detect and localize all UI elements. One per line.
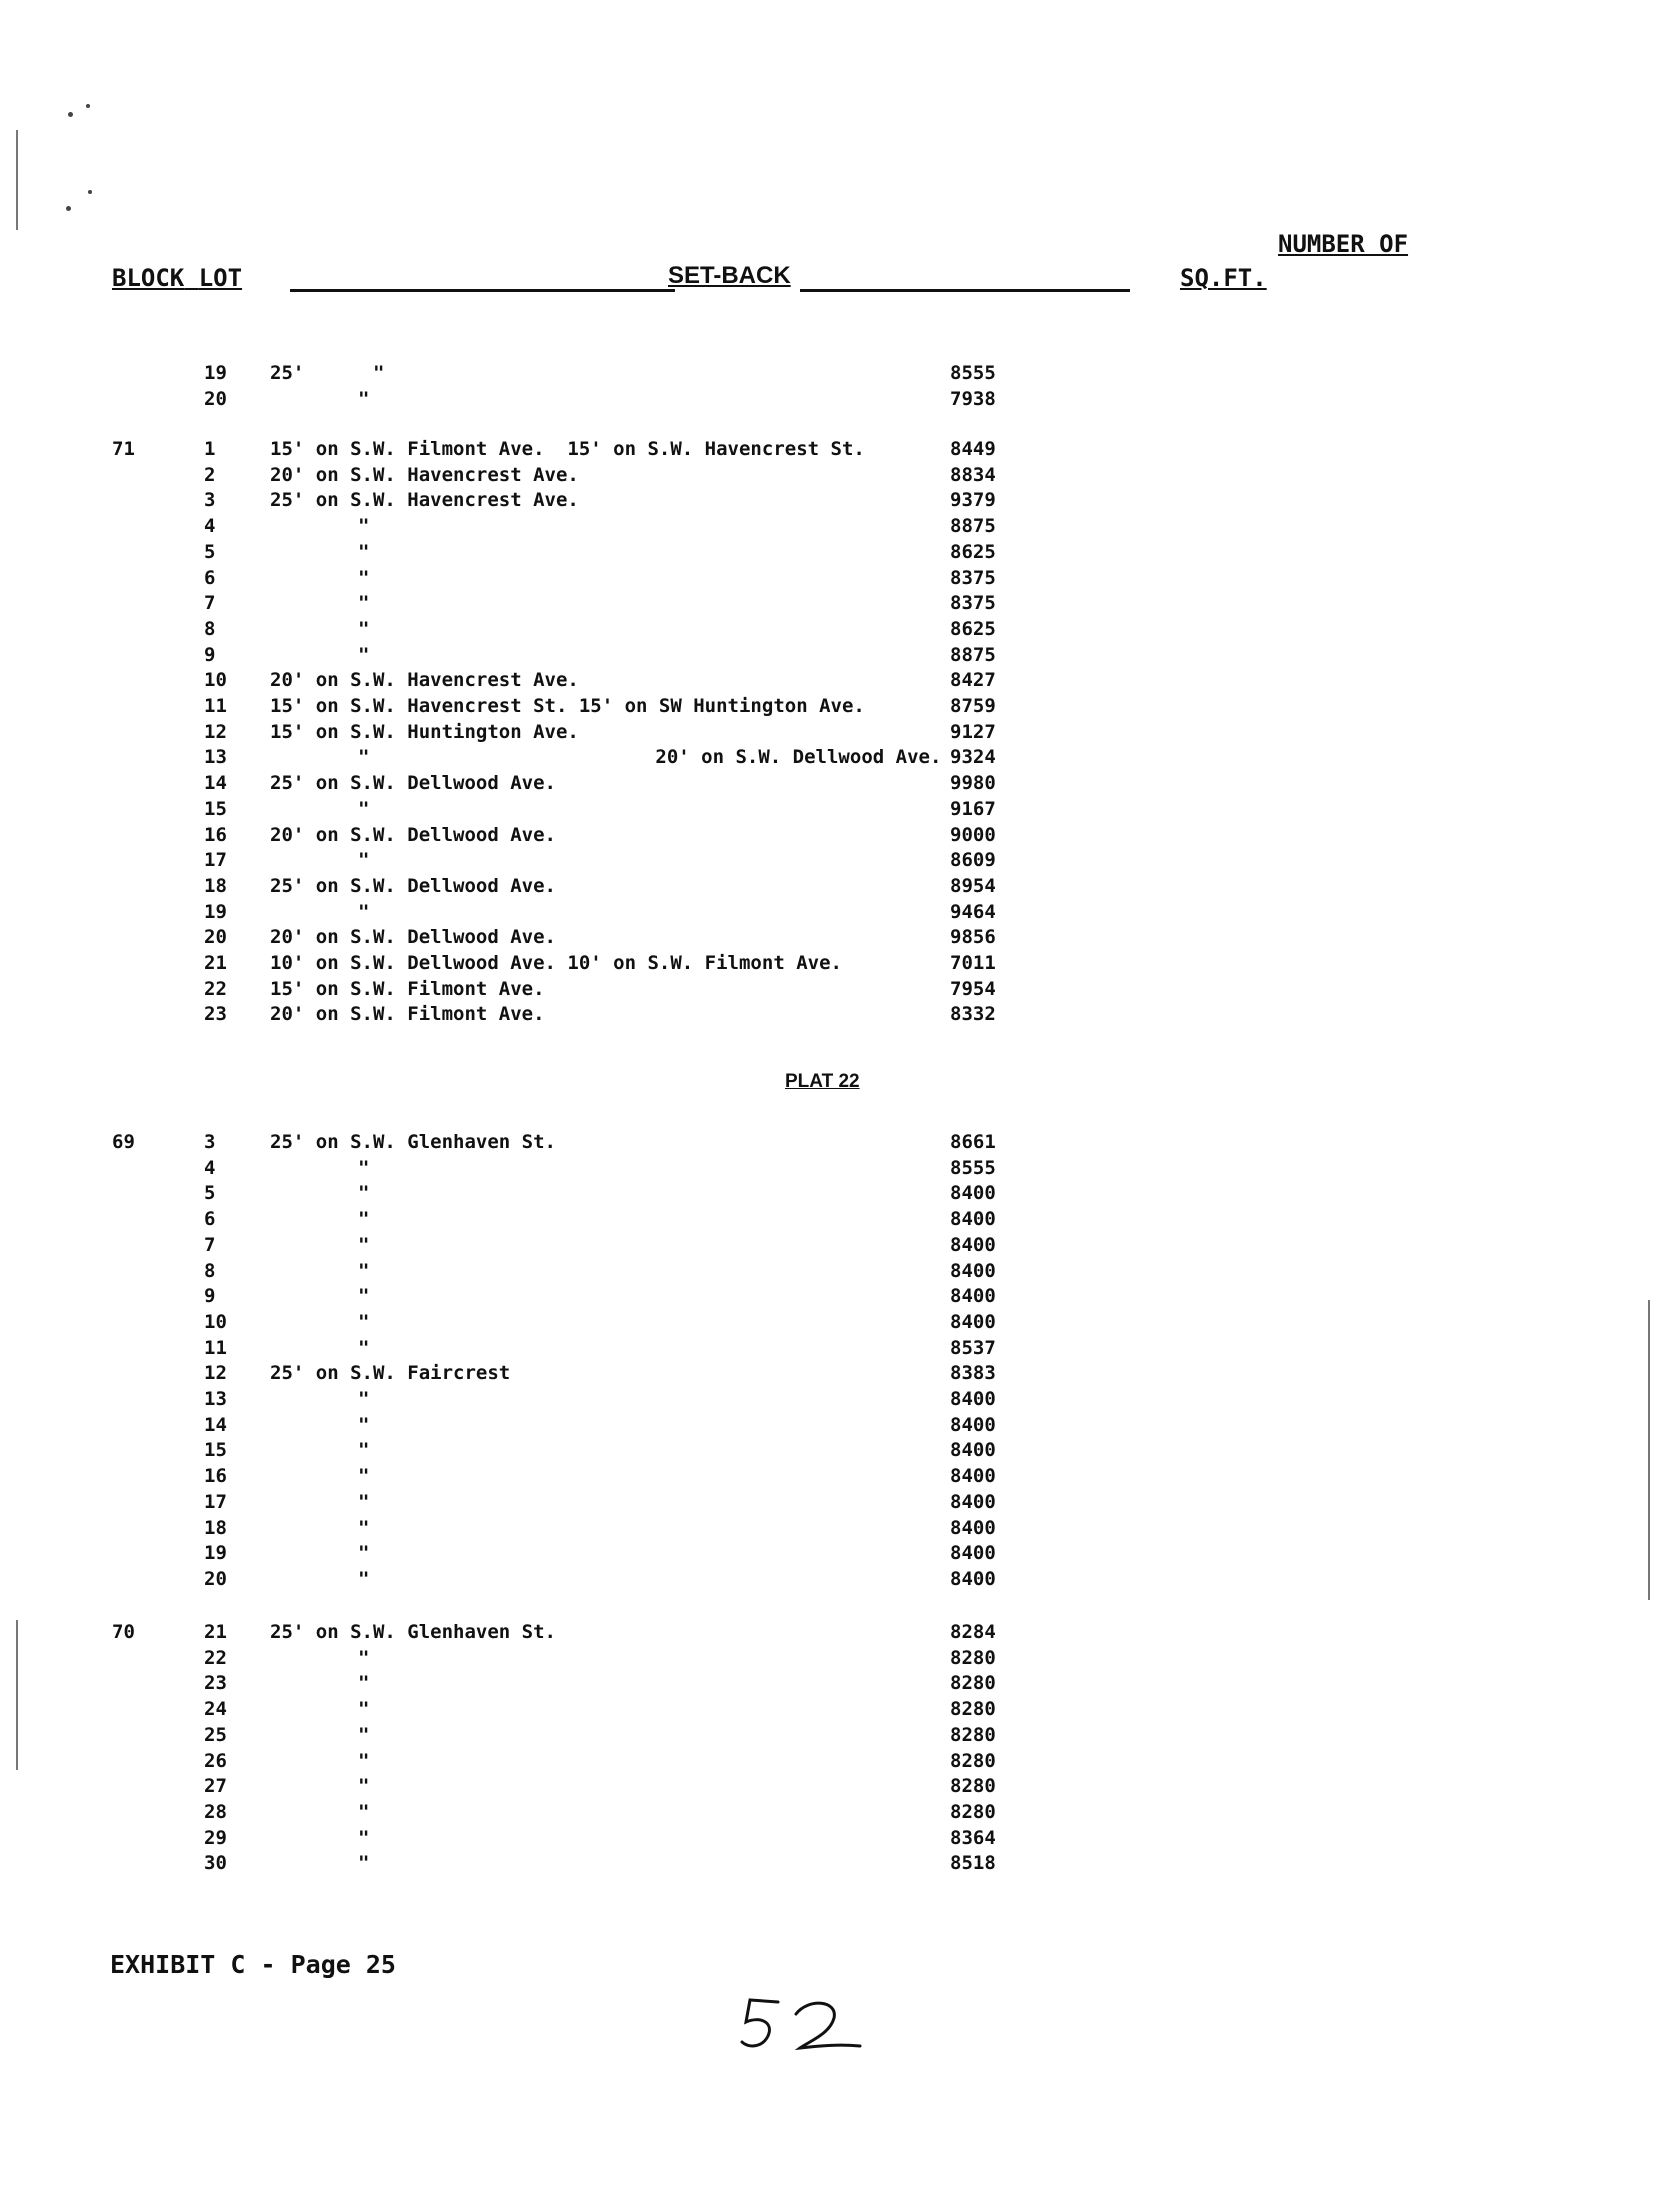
table-row: [0, 744, 1100, 770]
setback-cell: ": [358, 567, 370, 589]
sqft-cell: 8555: [950, 362, 996, 384]
table-row: [0, 770, 1100, 796]
lot-cell: 21: [204, 1621, 227, 1643]
lot-cell: 8: [204, 1260, 216, 1282]
setback-cell: 15' on S.W. Havencrest St. 15' on SW Huntington Ave.: [270, 695, 865, 717]
setback-cell: ": [358, 1465, 370, 1487]
table-row: [0, 1722, 1100, 1748]
scan-edge-mark: [1648, 1300, 1650, 1600]
sqft-cell: 8400: [950, 1182, 996, 1204]
sqft-cell: 7938: [950, 388, 996, 410]
lot-cell: 10: [204, 669, 227, 691]
setback-cell: ": [358, 1775, 370, 1797]
setback-cell: 20' on S.W. Havencrest Ave.: [270, 669, 579, 691]
table-row: [0, 1463, 1100, 1489]
sqft-cell: 9000: [950, 824, 996, 846]
lot-cell: 14: [204, 772, 227, 794]
sqft-cell: 8954: [950, 875, 996, 897]
table-row: [0, 1258, 1100, 1284]
table-row: [0, 667, 1100, 693]
sqft-cell: 8400: [950, 1542, 996, 1564]
setback-cell: ": [358, 849, 370, 871]
lot-cell: 19: [204, 901, 227, 923]
setback-cell: 25' on S.W. Dellwood Ave.: [270, 772, 556, 794]
setback-cell: ": [358, 1337, 370, 1359]
sqft-cell: 8400: [950, 1311, 996, 1333]
table-row: [0, 1773, 1100, 1799]
table-row: [0, 590, 1100, 616]
table-row: [0, 693, 1100, 719]
setback-cell: 25' on S.W. Havencrest Ave.: [270, 489, 579, 511]
table-row: [0, 1566, 1100, 1592]
lot-cell: 19: [204, 362, 227, 384]
lot-cell: 23: [204, 1003, 227, 1025]
setback-cell: 25' on S.W. Glenhaven St.: [270, 1621, 556, 1643]
setback-cell: 25' ": [270, 362, 385, 384]
setback-cell: ": [358, 1234, 370, 1256]
setback-cell: ": [358, 388, 370, 410]
lot-cell: 30: [204, 1852, 227, 1874]
setback-cell: ": [358, 1285, 370, 1307]
setback-cell: 25' on S.W. Faircrest: [270, 1362, 511, 1384]
setback-cell: ": [358, 1517, 370, 1539]
table-row: [0, 1645, 1100, 1671]
lot-cell: 1: [204, 438, 216, 460]
setback-cell: ": [358, 1260, 370, 1282]
lot-cell: 3: [204, 489, 216, 511]
sqft-cell: 8375: [950, 592, 996, 614]
lot-cell: 16: [204, 1465, 227, 1487]
lot-cell: 21: [204, 952, 227, 974]
lot-cell: 15: [204, 1439, 227, 1461]
table-row: [0, 1155, 1100, 1181]
lot-cell: 18: [204, 1517, 227, 1539]
sqft-cell: 8280: [950, 1750, 996, 1772]
table-row: [0, 513, 1100, 539]
table-row: [0, 360, 1100, 386]
sqft-cell: 9464: [950, 901, 996, 923]
setback-cell: 15' on S.W. Huntington Ave.: [270, 721, 579, 743]
table-row: [0, 1335, 1100, 1361]
lot-header: LOT: [198, 264, 243, 292]
setback-cell: ": [358, 1157, 370, 1179]
setback-cell: 20' on S.W. Dellwood Ave.: [270, 824, 556, 846]
setback-cell: ": [358, 1182, 370, 1204]
sqft-cell: 8555: [950, 1157, 996, 1179]
table-row: [0, 1619, 1100, 1645]
table-row: [0, 1799, 1100, 1825]
sqft-cell: 9324: [950, 746, 996, 768]
sqft-cell: 8400: [950, 1491, 996, 1513]
lot-cell: 3: [204, 1131, 216, 1153]
setback-cell: ": [358, 1724, 370, 1746]
sqft-cell: 8280: [950, 1647, 996, 1669]
table-row: [0, 847, 1100, 873]
sqft-cell: 8280: [950, 1672, 996, 1694]
sqft-cell: 8375: [950, 567, 996, 589]
lot-cell: 6: [204, 567, 216, 589]
lot-cell: 7: [204, 1234, 216, 1256]
lot-cell: 11: [204, 1337, 227, 1359]
setback-cell: ": [358, 1698, 370, 1720]
lot-cell: 15: [204, 798, 227, 820]
table-row: [0, 1670, 1100, 1696]
setback-cell: ": [358, 1208, 370, 1230]
sqft-cell: 8759: [950, 695, 996, 717]
scan-speck: [66, 206, 71, 211]
table-row: [0, 1386, 1100, 1412]
table-row: [0, 976, 1100, 1002]
lot-cell: 10: [204, 1311, 227, 1333]
table-row: [0, 1360, 1100, 1386]
sqft-cell: 8661: [950, 1131, 996, 1153]
table-row: [0, 899, 1100, 925]
lot-cell: 9: [204, 1285, 216, 1307]
lot-cell: 2: [204, 464, 216, 486]
sqft-cell: 9980: [950, 772, 996, 794]
sqft-cell: 8280: [950, 1698, 996, 1720]
setback-cell: ": [358, 1672, 370, 1694]
scan-edge-mark: [16, 1620, 18, 1770]
table-row: [0, 1129, 1100, 1155]
table-row: [0, 1412, 1100, 1438]
plat-label: PLAT 22: [785, 1071, 860, 1092]
table-row: [0, 616, 1100, 642]
lot-cell: 12: [204, 721, 227, 743]
table-row: [0, 1696, 1100, 1722]
sqft-cell: 8875: [950, 515, 996, 537]
sqft-cell: 8400: [950, 1234, 996, 1256]
setback-cell: ": [358, 1801, 370, 1823]
sqft-cell: 8280: [950, 1724, 996, 1746]
scan-speck: [86, 104, 90, 108]
sqft-cell: 8400: [950, 1465, 996, 1487]
table-row: [0, 822, 1100, 848]
sqft-cell: 8400: [950, 1388, 996, 1410]
lot-cell: 16: [204, 824, 227, 846]
lot-cell: 5: [204, 1182, 216, 1204]
sqft-cell: 8834: [950, 464, 996, 486]
table-row: [0, 436, 1100, 462]
sqft-cell: 8400: [950, 1285, 996, 1307]
table-row: [0, 1850, 1100, 1876]
setback-cell: ": [358, 515, 370, 537]
handwritten-page-number: [738, 1990, 868, 2060]
lot-cell: 20: [204, 388, 227, 410]
setback-cell: ": [358, 1388, 370, 1410]
sqft-cell: 8332: [950, 1003, 996, 1025]
block-cell: 69: [112, 1131, 135, 1153]
table-row: [0, 950, 1100, 976]
lot-cell: 24: [204, 1698, 227, 1720]
setback-cell: ": [358, 1491, 370, 1513]
table-row: [0, 1489, 1100, 1515]
setback-cell: ": [358, 1414, 370, 1436]
sqft-cell: 8625: [950, 618, 996, 640]
table-row: [0, 1232, 1100, 1258]
lot-cell: 4: [204, 1157, 216, 1179]
table-row: [0, 796, 1100, 822]
sqft-cell: 8400: [950, 1260, 996, 1282]
sqft-cell: 9167: [950, 798, 996, 820]
table-row: [0, 1825, 1100, 1851]
table-row: [0, 642, 1100, 668]
setback-cell: 15' on S.W. Filmont Ave. 15' on S.W. Havencrest St.: [270, 438, 865, 460]
table-row: [0, 1001, 1100, 1027]
setback-cell: 25' on S.W. Dellwood Ave.: [270, 875, 556, 897]
sqft-cell: 8284: [950, 1621, 996, 1643]
sqft-cell: 8400: [950, 1208, 996, 1230]
table-row: [0, 539, 1100, 565]
lot-cell: 5: [204, 541, 216, 563]
sq-ft-header: SQ.FT.: [1180, 264, 1267, 292]
sqft-cell: 8400: [950, 1414, 996, 1436]
setback-cell: ": [358, 618, 370, 640]
setback-cell: 25' on S.W. Glenhaven St.: [270, 1131, 556, 1153]
lot-cell: 6: [204, 1208, 216, 1230]
table-row: [0, 462, 1100, 488]
sqft-cell: 8400: [950, 1439, 996, 1461]
lot-cell: 7: [204, 592, 216, 614]
setback-cell: ": [358, 541, 370, 563]
sqft-cell: 8625: [950, 541, 996, 563]
lot-cell: 13: [204, 1388, 227, 1410]
lot-cell: 11: [204, 695, 227, 717]
table-row: [0, 1283, 1100, 1309]
block-cell: 71: [112, 438, 135, 460]
setback-cell: 20' on S.W. Dellwood Ave.: [270, 926, 556, 948]
table-row: [0, 487, 1100, 513]
lot-cell: 29: [204, 1827, 227, 1849]
table-row: [0, 1309, 1100, 1335]
setback-cell: ": [358, 1852, 370, 1874]
sqft-cell: 9127: [950, 721, 996, 743]
table-row: [0, 1206, 1100, 1232]
setback-cell: ": [358, 901, 370, 923]
lot-cell: 27: [204, 1775, 227, 1797]
sqft-cell: 7011: [950, 952, 996, 974]
lot-cell: 4: [204, 515, 216, 537]
sqft-cell: 8280: [950, 1801, 996, 1823]
sqft-cell: 8518: [950, 1852, 996, 1874]
setback-cell: ": [358, 798, 370, 820]
table-row: [0, 565, 1100, 591]
lot-cell: 18: [204, 875, 227, 897]
sqft-cell: 8427: [950, 669, 996, 691]
sqft-cell: 8537: [950, 1337, 996, 1359]
setback-cell: 15' on S.W. Filmont Ave.: [270, 978, 545, 1000]
sqft-cell: 8609: [950, 849, 996, 871]
setback-cell: ": [358, 644, 370, 666]
lot-cell: 28: [204, 1801, 227, 1823]
exhibit-footer: EXHIBIT C - Page 25: [110, 1950, 396, 1979]
table-row: [0, 1748, 1100, 1774]
setback-cell: 20' on S.W. Filmont Ave.: [270, 1003, 545, 1025]
lot-cell: 20: [204, 1568, 227, 1590]
sqft-cell: 8400: [950, 1568, 996, 1590]
lot-cell: 17: [204, 849, 227, 871]
scan-speck: [88, 190, 92, 194]
setback-cell: ": [358, 1827, 370, 1849]
table-row: [0, 719, 1100, 745]
sqft-cell: 8400: [950, 1517, 996, 1539]
lot-cell: 22: [204, 1647, 227, 1669]
sqft-cell: 8875: [950, 644, 996, 666]
lot-cell: 9: [204, 644, 216, 666]
sqft-cell: 7954: [950, 978, 996, 1000]
setback-cell: 20' on S.W. Havencrest Ave.: [270, 464, 579, 486]
scan-speck: [68, 112, 73, 117]
setback-cell: ": [358, 1750, 370, 1772]
header-rule-right: [800, 289, 1130, 292]
setback-cell: ": [358, 1542, 370, 1564]
header-rule-left: [290, 289, 675, 292]
table-row: [0, 873, 1100, 899]
setback-cell: ": [358, 1439, 370, 1461]
table-row: [0, 1437, 1100, 1463]
block-cell: 70: [112, 1621, 135, 1643]
table-row: [0, 1540, 1100, 1566]
lot-cell: 22: [204, 978, 227, 1000]
block-lot-header: [112, 264, 242, 292]
table-row: [0, 1515, 1100, 1541]
setback-cell: ": [358, 1568, 370, 1590]
sqft-cell: 8383: [950, 1362, 996, 1384]
sqft-cell: 8364: [950, 1827, 996, 1849]
lot-cell: 20: [204, 926, 227, 948]
setback-cell: ": [358, 592, 370, 614]
number-of-header: NUMBER OF: [1278, 230, 1409, 258]
setback-cell: " 20' on S.W. Dellwood Ave.: [358, 746, 942, 768]
sqft-cell: 8449: [950, 438, 996, 460]
sqft-cell: 8280: [950, 1775, 996, 1797]
setback-cell: ": [358, 1647, 370, 1669]
set-back-header: SET-BACK: [668, 262, 791, 289]
lot-cell: 13: [204, 746, 227, 768]
lot-cell: 25: [204, 1724, 227, 1746]
lot-cell: 17: [204, 1491, 227, 1513]
sqft-cell: 9379: [950, 489, 996, 511]
lot-cell: 19: [204, 1542, 227, 1564]
block-header: BLOCK: [112, 264, 185, 292]
lot-cell: 8: [204, 618, 216, 640]
lot-cell: 23: [204, 1672, 227, 1694]
table-row: [0, 386, 1100, 412]
lot-cell: 26: [204, 1750, 227, 1772]
setback-cell: 10' on S.W. Dellwood Ave. 10' on S.W. Filmont Ave.: [270, 952, 842, 974]
setback-cell: ": [358, 1311, 370, 1333]
table-row: [0, 924, 1100, 950]
table-row: [0, 1180, 1100, 1206]
lot-cell: 14: [204, 1414, 227, 1436]
scan-edge-mark: [16, 130, 18, 230]
lot-cell: 12: [204, 1362, 227, 1384]
sqft-cell: 9856: [950, 926, 996, 948]
